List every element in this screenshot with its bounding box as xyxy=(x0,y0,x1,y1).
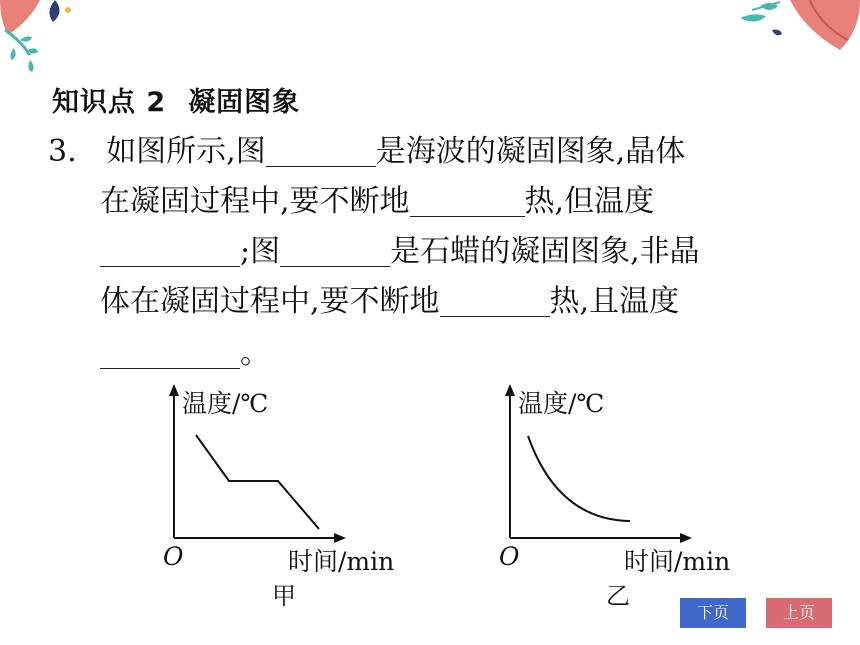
graph2-caption: 乙 xyxy=(606,582,630,610)
graph1-ylabel: 温度/℃ xyxy=(182,389,269,418)
next-page-button[interactable]: 下页 xyxy=(680,598,746,628)
question-line-2: 在凝固过程中,要不断地 热,但温度 xyxy=(100,184,655,219)
answer-blank-4[interactable] xyxy=(280,234,390,267)
graph1-xlabel: 时间/min xyxy=(288,547,395,576)
y-axis-arrow xyxy=(505,384,515,396)
answer-blank-2[interactable] xyxy=(410,184,525,217)
previous-page-button[interactable]: 上页 xyxy=(766,598,832,628)
question-line-3: ;图 是石蜡的凝固图象,非晶 xyxy=(100,232,700,272)
section-label: 知识点 2 xyxy=(52,87,167,118)
graph1-caption: 甲 xyxy=(272,582,296,610)
graph2-origin: O xyxy=(499,542,520,571)
answer-blank-3[interactable] xyxy=(100,234,240,267)
crystal-curve xyxy=(196,435,319,529)
graph2-ylabel: 温度/℃ xyxy=(518,389,605,418)
y-axis-arrow xyxy=(169,384,179,396)
amorphous-curve xyxy=(528,436,630,521)
question-line-4: 体在凝固过程中,要不断地 热,且温度 xyxy=(100,284,680,319)
graph1-origin: O xyxy=(163,542,184,571)
answer-blank-6[interactable] xyxy=(100,336,240,369)
section-heading xyxy=(52,80,300,119)
corner-leaves-right xyxy=(730,0,860,70)
section-title: 凝固图象 xyxy=(188,87,301,118)
question-line-1: 3. 如图所示,图 是海波的凝固图象,晶体 xyxy=(48,134,686,169)
corner-leaves-left xyxy=(0,0,90,80)
graph2-xlabel: 时间/min xyxy=(624,547,731,576)
answer-blank-1[interactable] xyxy=(266,134,376,167)
answer-blank-5[interactable] xyxy=(440,284,550,317)
question-number: 3. xyxy=(48,134,77,169)
question-line-5: 。 xyxy=(100,334,270,374)
